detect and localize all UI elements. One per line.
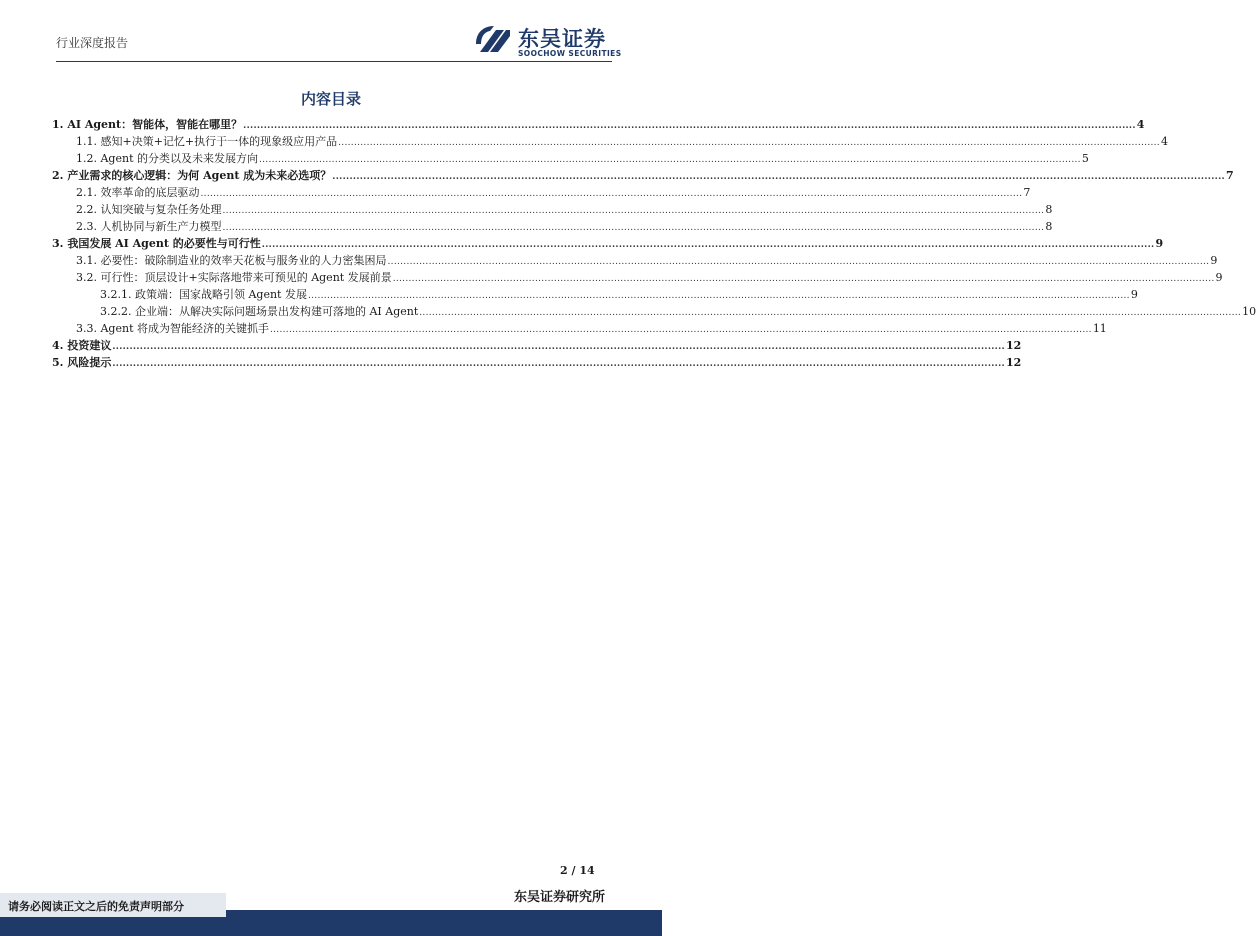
toc-entry-page: 12 <box>1005 356 1022 369</box>
toc-entry-title: 2.1. 效率革命的底层驱动 <box>76 186 200 199</box>
toc-entry[interactable] <box>52 150 1089 167</box>
toc-entry[interactable] <box>52 201 1053 218</box>
toc-entry[interactable] <box>52 116 1145 133</box>
toc-entry-page: 12 <box>1005 339 1022 352</box>
toc-entry[interactable] <box>52 218 1053 235</box>
toc-entry-title: 3.1. 必要性：破除制造业的效率天花板与服务业的人力密集困局 <box>76 254 387 267</box>
toc-entry-page: 4 <box>1160 135 1168 148</box>
toc-entry[interactable] <box>52 133 1168 150</box>
toc-leader-dots: .................................................................................................................................................................................................................................................................... <box>269 325 1092 335</box>
toc-leader-dots: .................................................................................................................................................................................................................................................................... <box>307 291 1130 301</box>
toc-leader-dots: .................................................................................................................................................................................................................................................................... <box>338 138 1160 148</box>
toc-leader-dots: .................................................................................................................................................................................................................................................................... <box>387 257 1210 267</box>
toc-leader-dots: .................................................................................................................................................................................................................................................................... <box>243 121 1136 131</box>
toc-entry[interactable] <box>52 320 1107 337</box>
toc-entry[interactable] <box>52 184 1031 201</box>
toc-entry-title: 3.3. Agent 将成为智能经济的关键抓手 <box>76 322 269 335</box>
toc-entry[interactable] <box>52 303 1256 320</box>
logo-english-text: SOOCHOW SECURITIES <box>518 49 622 58</box>
toc-leader-dots: .................................................................................................................................................................................................................................................................... <box>222 223 1045 233</box>
toc-entry-title: 1.1. 感知+决策+记忆+执行于一体的现象级应用产品 <box>76 135 338 148</box>
toc-entry-title: 3.2. 可行性：顶层设计+实际落地带来可预见的 Agent 发展前景 <box>76 271 392 284</box>
header-divider <box>56 61 612 62</box>
toc-entry-page: 10 <box>1242 305 1256 318</box>
toc-entry[interactable] <box>52 252 1218 269</box>
toc-leader-dots: .................................................................................................................................................................................................................................................................... <box>392 274 1215 284</box>
toc-leader-dots: .................................................................................................................................................................................................................................................................... <box>261 240 1155 250</box>
toc-entry-title: 3.2.1. 政策端：国家战略引领 Agent 发展 <box>100 288 307 301</box>
toc-entry-page: 8 <box>1045 220 1053 233</box>
toc-entry-page: 11 <box>1092 322 1107 335</box>
toc-leader-dots: .................................................................................................................................................................................................................................................................... <box>112 342 1005 352</box>
company-logo <box>474 22 624 60</box>
toc-entry-page: 7 <box>1225 169 1234 182</box>
page-number: 2 / 14 <box>560 864 595 877</box>
toc-entry-title: 3.2.2. 企业端：从解决实际问题场景出发构建可落地的 AI Agent <box>100 305 419 318</box>
toc-leader-dots: .................................................................................................................................................................................................................................................................... <box>200 189 1023 199</box>
toc-entry-title: 1. AI Agent：智能体，智能在哪里？ <box>52 118 243 131</box>
toc-entry-page: 5 <box>1081 152 1089 165</box>
toc-entry-page: 8 <box>1045 203 1053 216</box>
toc-leader-dots: .................................................................................................................................................................................................................................................................... <box>222 206 1045 216</box>
toc-entry[interactable] <box>52 167 1234 184</box>
toc-entry-page: 4 <box>1136 118 1145 131</box>
footer-org-name: 东吴证券研究所 <box>514 890 606 905</box>
table-of-contents <box>52 116 1256 371</box>
toc-title: 内容目录 <box>300 90 361 108</box>
toc-entry[interactable] <box>52 354 1022 371</box>
toc-leader-dots: .................................................................................................................................................................................................................................................................... <box>332 172 1225 182</box>
soochow-logo-icon <box>474 22 512 60</box>
toc-entry-title: 2.3. 人机协同与新生产力模型 <box>76 220 222 233</box>
toc-entry-title: 3. 我国发展 AI Agent 的必要性与可行性 <box>52 237 261 250</box>
toc-entry-page: 9 <box>1155 237 1164 250</box>
toc-entry[interactable] <box>52 269 1223 286</box>
toc-entry-title: 4. 投资建议 <box>52 339 112 352</box>
toc-entry-title: 1.2. Agent 的分类以及未来发展方向 <box>76 152 258 165</box>
toc-leader-dots: .................................................................................................................................................................................................................................................................... <box>258 155 1081 165</box>
disclaimer-note[interactable]: 请务必阅读正文之后的免责声明部分 <box>8 900 184 913</box>
toc-entry-title: 5. 风险提示 <box>52 356 112 369</box>
toc-entry[interactable] <box>52 337 1022 354</box>
toc-entry[interactable] <box>52 286 1138 303</box>
toc-leader-dots: .................................................................................................................................................................................................................................................................... <box>112 359 1005 369</box>
toc-leader-dots: .................................................................................................................................................................................................................................................................... <box>419 308 1242 318</box>
toc-entry-page: 7 <box>1023 186 1031 199</box>
toc-entry-title: 2.2. 认知突破与复杂任务处理 <box>76 203 222 216</box>
toc-entry-title: 2. 产业需求的核心逻辑：为何 Agent 成为未来必选项？ <box>52 169 332 182</box>
logo-chinese-text: 东吴证券 <box>518 27 606 51</box>
toc-entry-page: 9 <box>1210 254 1218 267</box>
toc-entry[interactable] <box>52 235 1164 252</box>
toc-entry-page: 9 <box>1130 288 1138 301</box>
toc-entry-page: 9 <box>1215 271 1223 284</box>
report-type-label: 行业深度报告 <box>56 36 129 50</box>
